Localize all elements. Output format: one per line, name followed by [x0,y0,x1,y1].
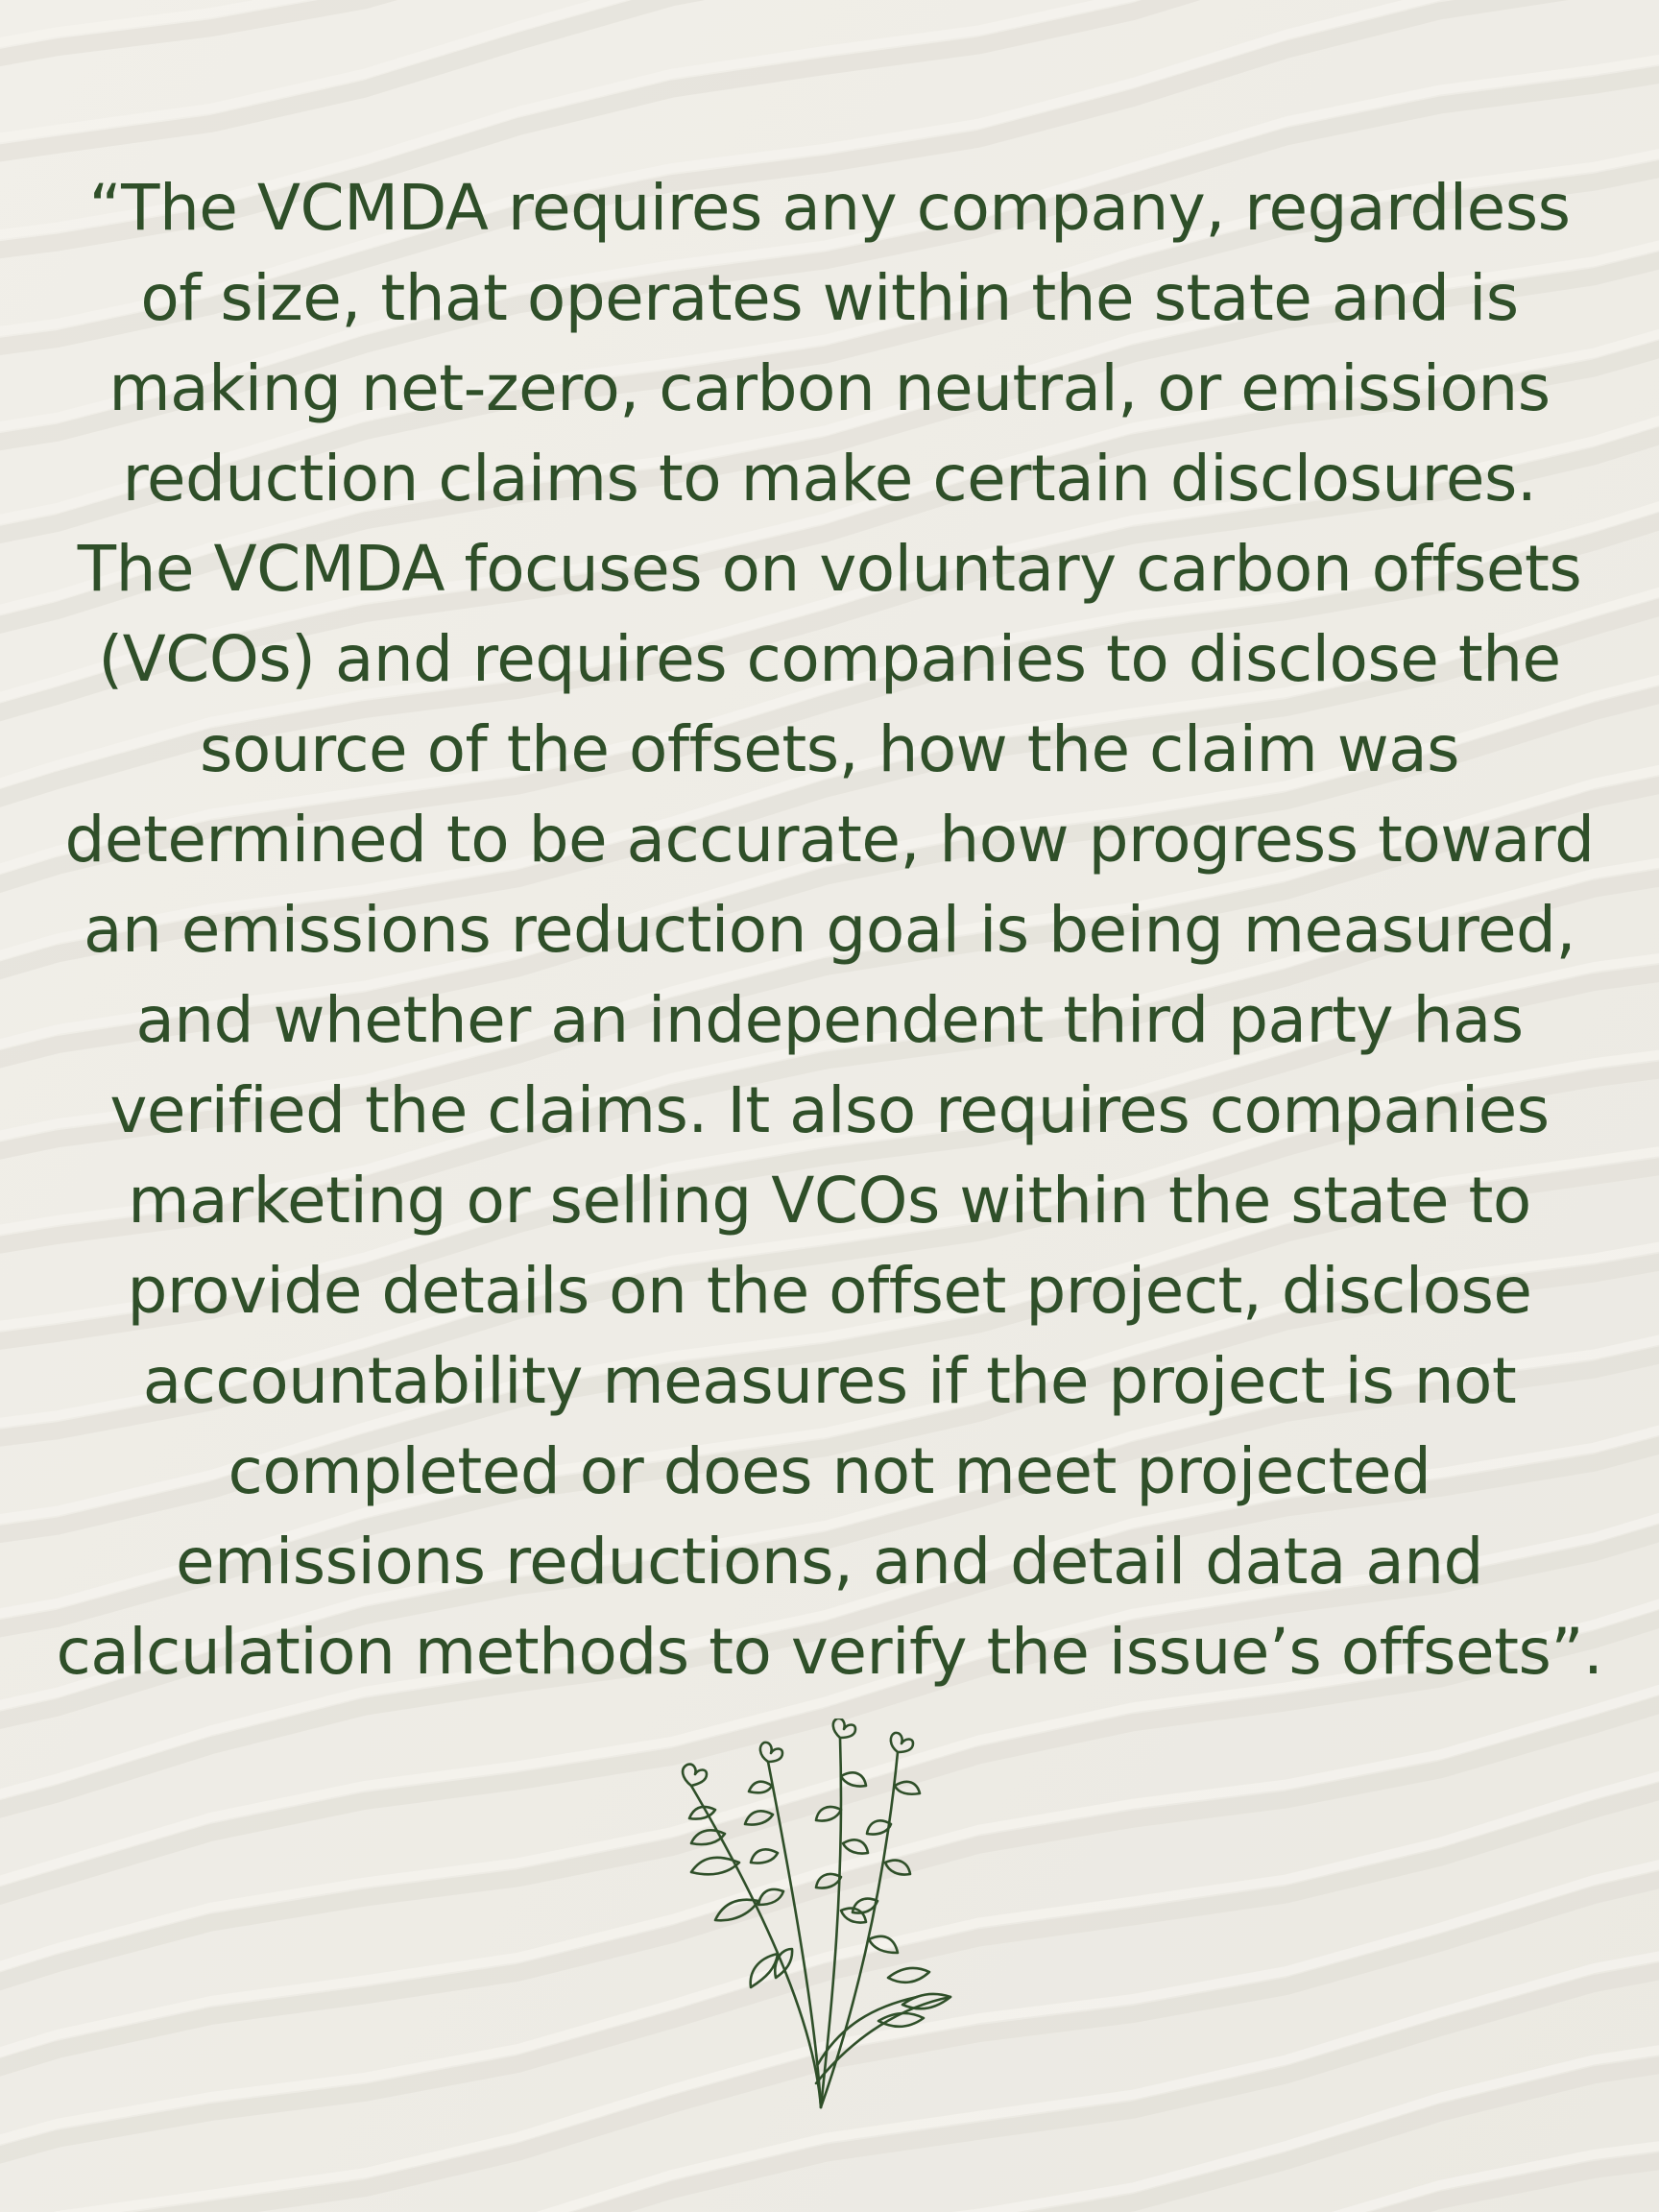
quote-line: The VCMDA focuses on voluntary carbon offsets [77,532,1582,606]
quote-line: accountability measures if the project is not [142,1344,1517,1418]
quote-line: calculation methods to verify the issue’s offsets”. [56,1615,1603,1689]
quote-line: an emissions reduction goal is being measured, [84,893,1575,967]
quote-line: (VCOs) and requires companies to disclose the [98,622,1561,696]
quote-line: completed or does not meet projected [228,1434,1431,1508]
quote-line: of size, that operates within the state and is [140,261,1519,335]
botanical-sprig-icon [672,1719,989,2122]
quote-line: making net-zero, carbon neutral, or emissions [108,351,1551,425]
quote-line: determined to be accurate, how progress toward [64,803,1595,877]
quote-line: provide details on the offset project, disclose [127,1254,1532,1328]
quote-line: verified the claims. It also requires companies [109,1073,1550,1147]
quote-line: and whether an independent third party has [135,983,1524,1057]
quote-text [0,163,1659,1697]
quote-line: “The VCMDA requires any company, regardless [88,171,1571,245]
quote-line: source of the offsets, how the claim was [199,712,1460,786]
quote-line: marketing or selling VCOs within the state to [128,1164,1531,1238]
quote-line: reduction claims to make certain disclosures. [122,442,1537,516]
quote-line: emissions reductions, and detail data and [176,1525,1483,1599]
